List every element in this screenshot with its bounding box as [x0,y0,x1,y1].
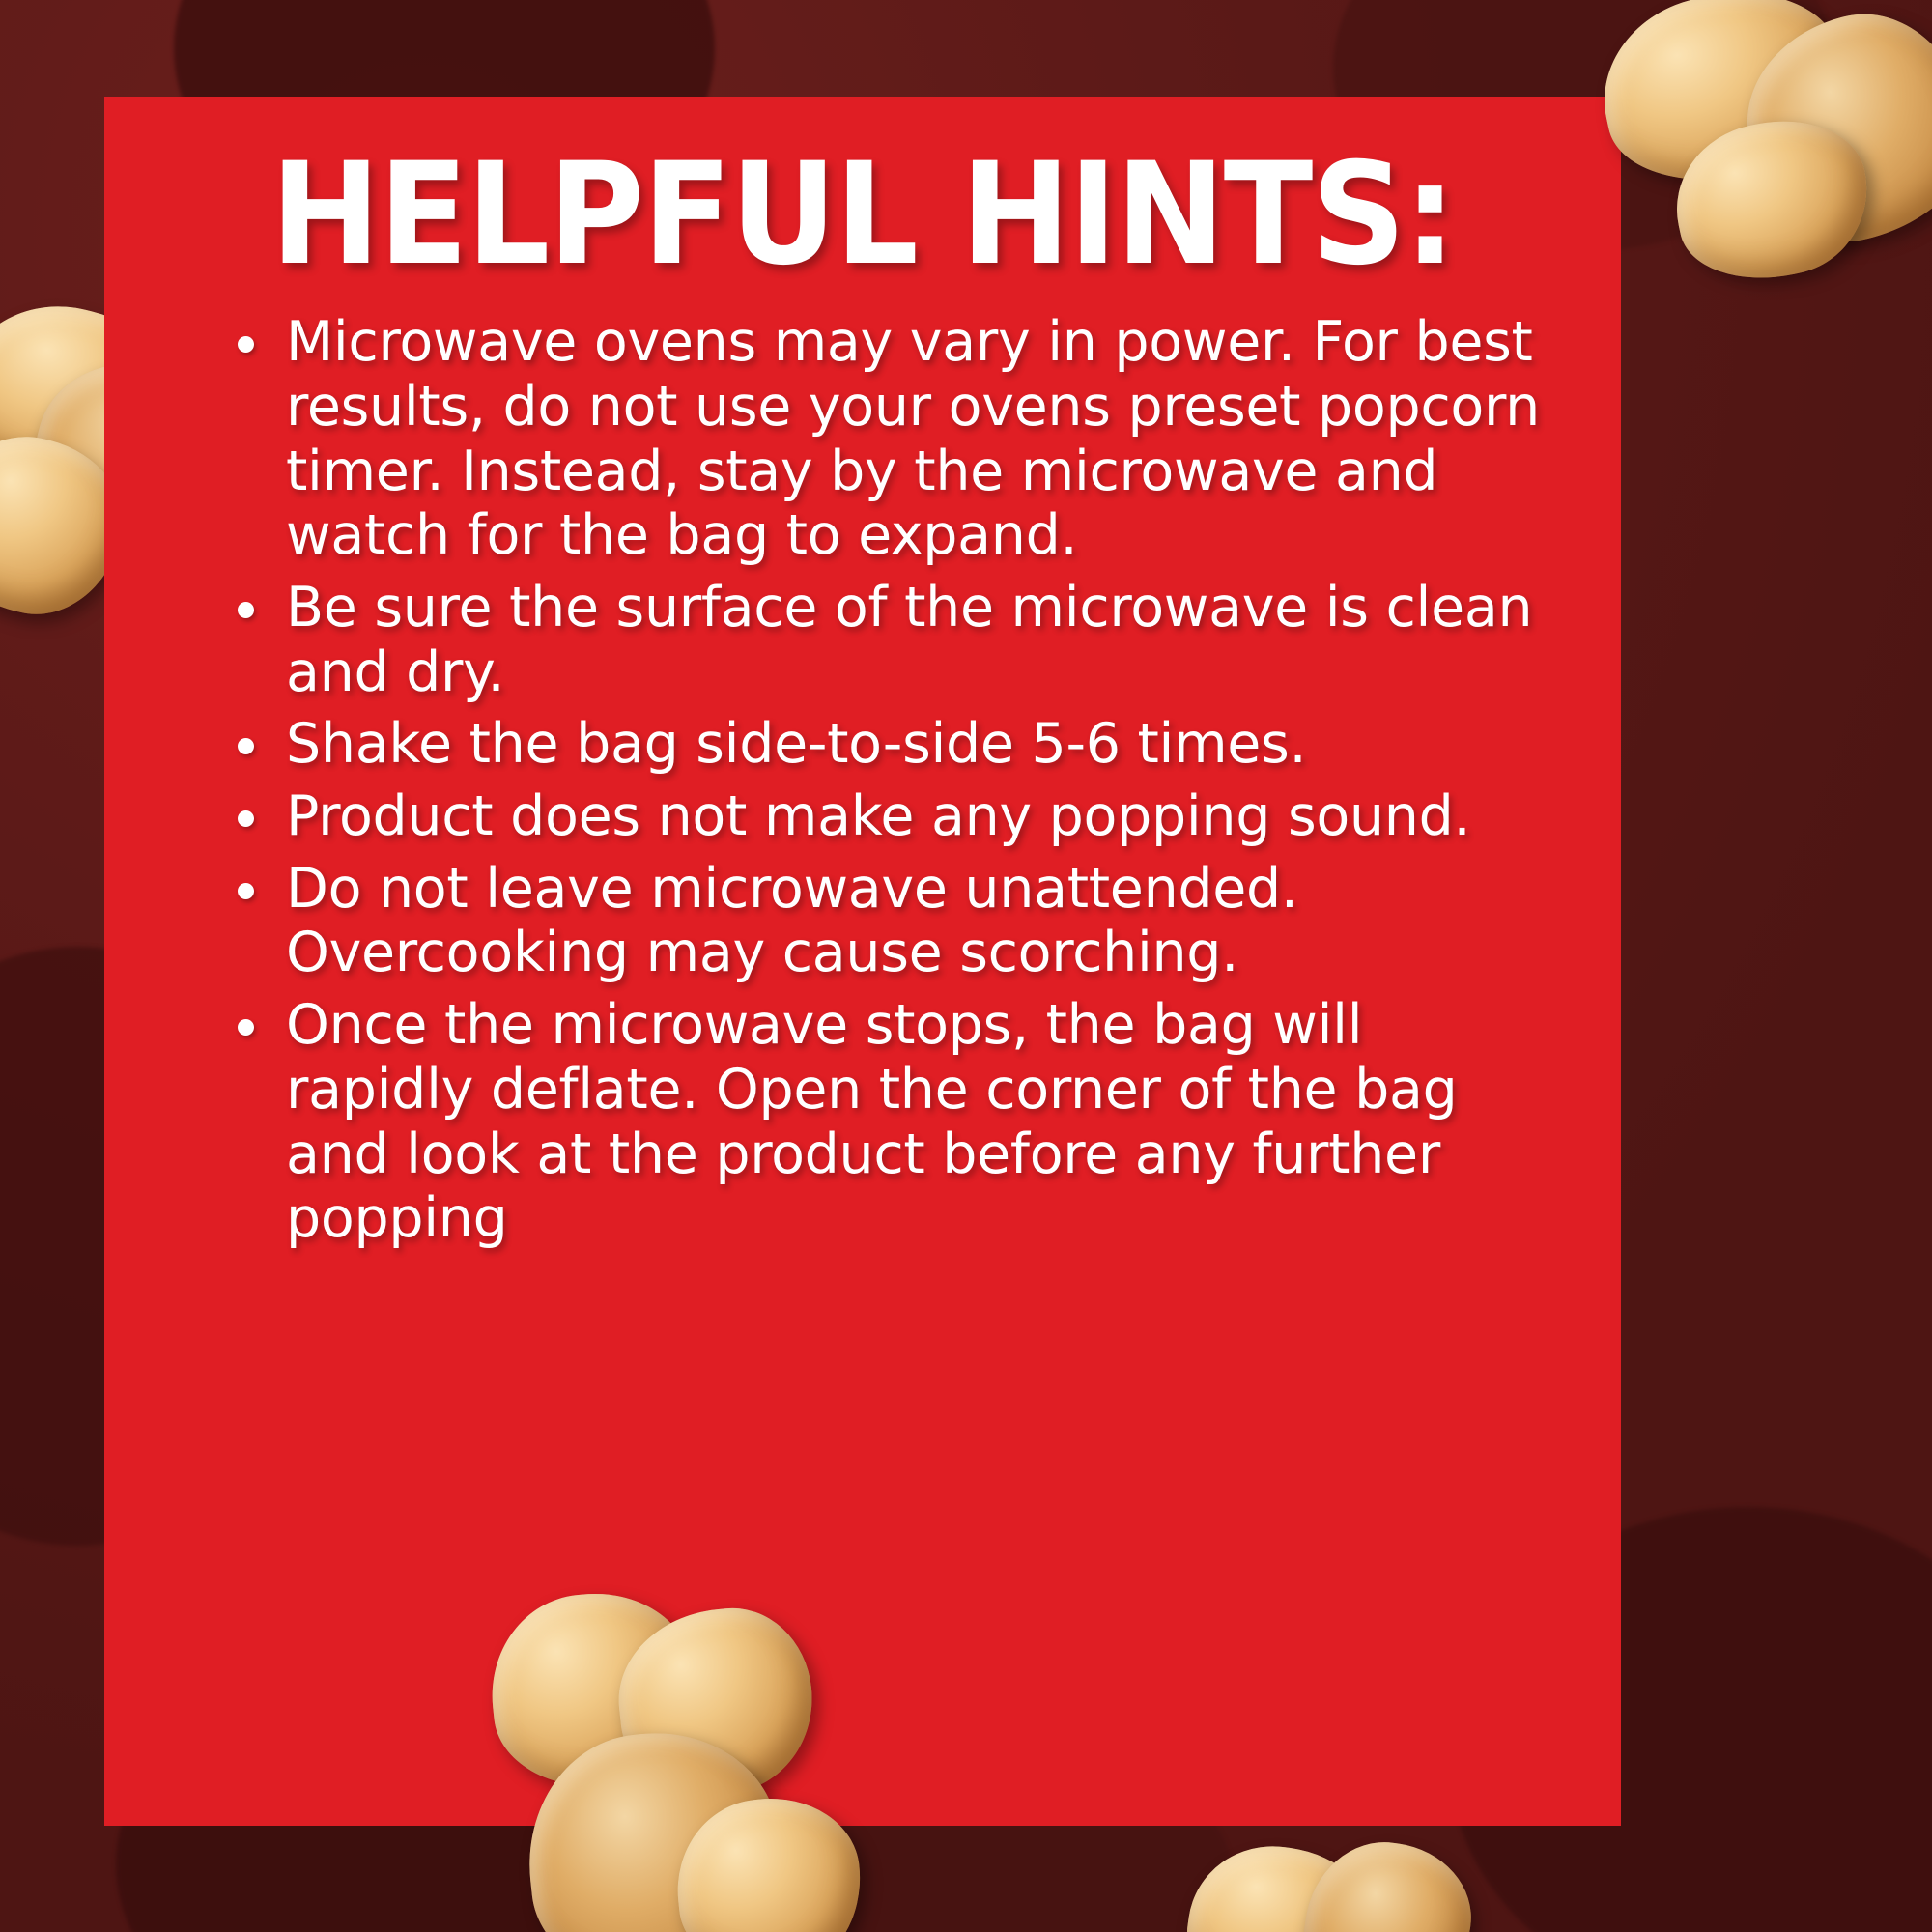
list-item [230,712,1540,777]
list-item [230,576,1540,704]
bullet-icon [238,1019,254,1036]
list-item [230,993,1540,1251]
list-item [230,857,1540,985]
helpful-hints-panel [104,97,1621,1826]
hint-text: Product does not make any popping sound. [286,784,1471,849]
hints-list [172,310,1553,1251]
list-item [230,784,1540,849]
bullet-icon [238,602,254,618]
bullet-icon [238,336,254,353]
hint-text: Do not leave microwave unattended. Overcooking may cause scorching. [286,856,1298,985]
hint-text: Shake the bag side-to-side 5-6 times. [286,712,1307,777]
hint-text: Microwave ovens may vary in power. For best results, do not use your ovens preset popcorn timer. Instead, stay by the microwave and watch for the bag to expand. [286,310,1540,568]
bullet-icon [238,738,254,754]
page-title: HELPFUL HINTS: [270,132,1455,297]
bullet-icon [238,810,254,827]
bullet-icon [238,883,254,899]
hint-text: Once the microwave stops, the bag will rapidly deflate. Open the corner of the bag and look at the product before any further popping [286,993,1458,1251]
list-item [230,310,1540,568]
hint-text: Be sure the surface of the microwave is clean and dry. [286,576,1533,704]
